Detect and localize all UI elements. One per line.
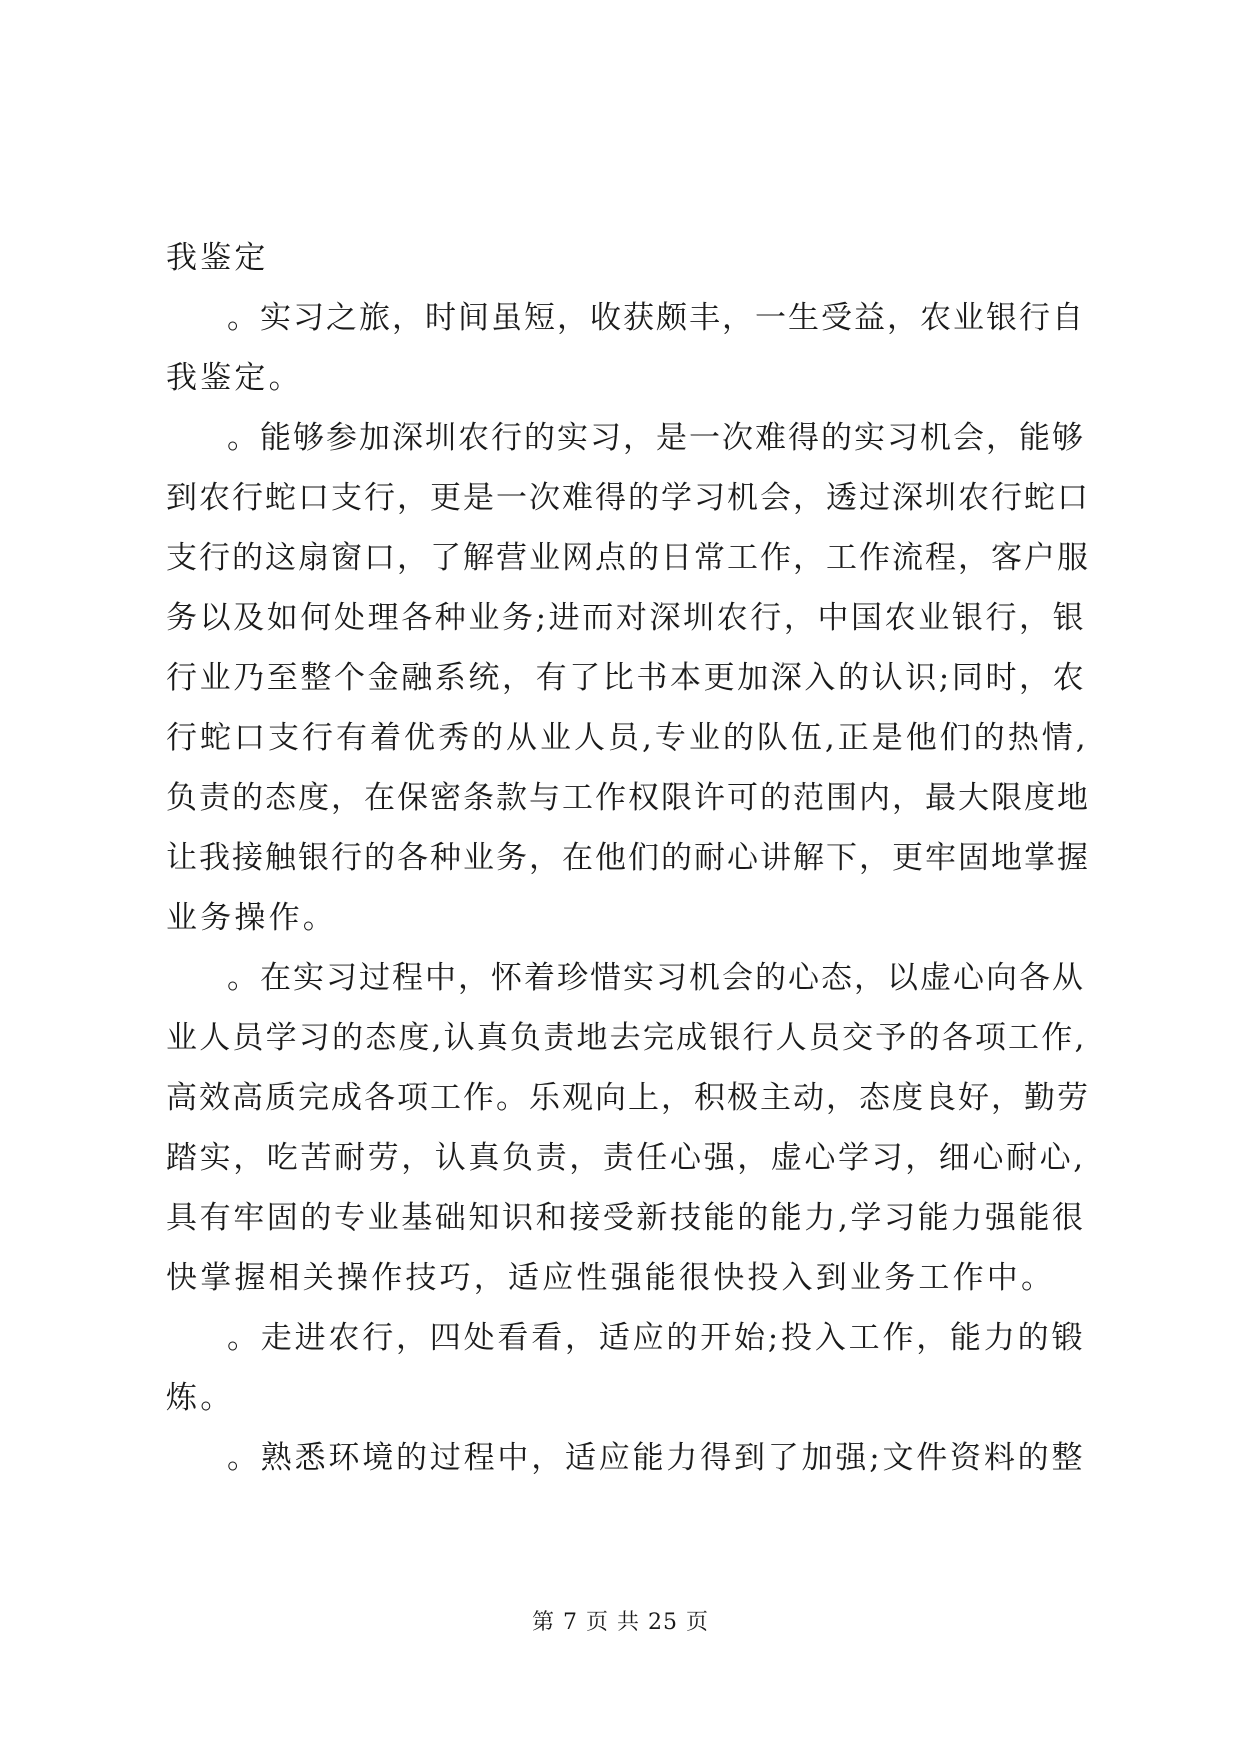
paragraph-first-line: 。走进农行，四处看看，适应的开始;投入工作，能力的锻 <box>227 1320 1086 1356</box>
page-number-footer: 第 7 页 共 25 页 <box>532 1610 709 1635</box>
text-line: 具有牢固的专业基础知识和接受新技能的能力,学习能力强能很 <box>166 1200 1086 1236</box>
text-line: 快掌握相关操作技巧，适应性强能很快投入到业务工作中。 <box>166 1260 1056 1296</box>
text-line: 行业乃至整个金融系统，有了比书本更加深入的认识;同时，农 <box>166 660 1087 696</box>
text-line: 到农行蛇口支行，更是一次难得的学习机会，透过深圳农行蛇口 <box>166 480 1090 516</box>
text-line: 业人员学习的态度,认真负责地去完成银行人员交予的各项工作, <box>166 1020 1087 1056</box>
text-line: 高效高质完成各项工作。乐观向上，积极主动，态度良好，勤劳 <box>166 1080 1090 1116</box>
text-line: 炼。 <box>166 1380 235 1416</box>
text-line: 支行的这扇窗口，了解营业网点的日常工作，工作流程，客户服 <box>166 540 1090 576</box>
text-line: 务以及如何处理各种业务;进而对深圳农行，中国农业银行，银 <box>166 600 1087 636</box>
paragraph-first-line: 。能够参加深圳农行的实习，是一次难得的实习机会，能够 <box>227 420 1085 456</box>
paragraph-first-line: 。实习之旅，时间虽短，收获颇丰，一生受益，农业银行自 <box>227 300 1085 336</box>
text-line: 负责的态度，在保密条款与工作权限许可的范围内，最大限度地 <box>166 780 1090 816</box>
text-line: 行蛇口支行有着优秀的从业人员,专业的队伍,正是他们的热情, <box>166 720 1089 756</box>
paragraph-first-line: 。熟悉环境的过程中，适应能力得到了加强;文件资料的整 <box>227 1440 1086 1476</box>
paragraph-first-line: 。在实习过程中，怀着珍惜实习机会的心态，以虚心向各从 <box>227 960 1085 996</box>
text-line: 我鉴定 <box>166 240 269 276</box>
text-line: 我鉴定。 <box>166 360 303 396</box>
text-line: 业务操作。 <box>166 900 337 936</box>
text-line: 踏实，吃苦耐劳，认真负责，责任心强，虚心学习，细心耐心, <box>166 1140 1086 1176</box>
text-line: 让我接触银行的各种业务，在他们的耐心讲解下，更牢固地掌握 <box>166 840 1090 876</box>
